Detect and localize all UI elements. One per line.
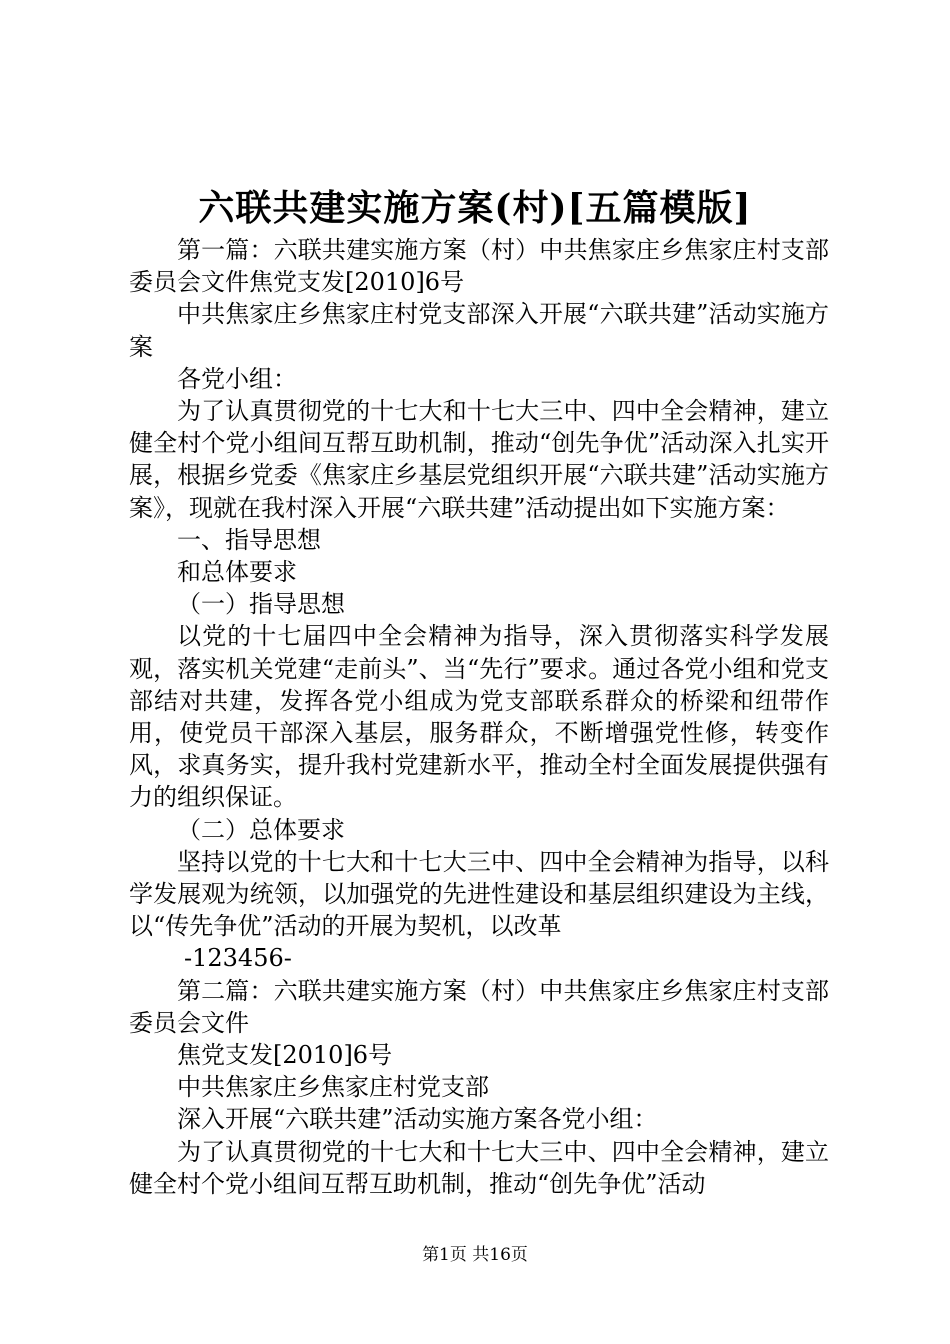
paragraph-issuer: 中共焦家庄乡焦家庄村党支部 bbox=[177, 1073, 489, 1102]
paragraph-section-one: 一、指导思想 bbox=[177, 525, 321, 554]
paragraph-section-one-cont: 和总体要求 bbox=[177, 558, 297, 587]
paragraph-subsection-requirements: （二）总体要求 bbox=[177, 815, 345, 844]
paragraph-page-marker: -123456- bbox=[184, 944, 292, 973]
paragraph-intro: 为了认真贯彻党的十七大和十七大三中、四中全会精神，建立健全村个党小组间互帮互助机制，推动“创先争优”活动深入扎实开展，根据乡党委《焦家庄乡基层党组织开展“六联共建”活动实施方案》，现就在我村深入开展“六联共建”活动提出如下实施方案： bbox=[129, 397, 829, 522]
paragraph-first-article-heading: 第一篇：六联共建实施方案（村）中共焦家庄乡焦家庄村支部委员会文件焦党支发[2010]6号 bbox=[129, 236, 829, 297]
paragraph-doc-number: 焦党支发[2010]6号 bbox=[177, 1041, 393, 1070]
paragraph-subsection-guiding: （一）指导思想 bbox=[177, 590, 345, 619]
document-body bbox=[129, 234, 829, 1200]
paragraph-plan-title: 中共焦家庄乡焦家庄村党支部深入开展“六联共建”活动实施方案 bbox=[129, 300, 829, 361]
paragraph-salutation: 各党小组： bbox=[177, 364, 297, 393]
paragraph-second-article-heading: 第二篇：六联共建实施方案（村）中共焦家庄乡焦家庄村支部委员会文件 bbox=[129, 976, 829, 1037]
page-number-footer: 第1页 共16页 bbox=[422, 1245, 528, 1265]
paragraph-plan-title-2: 深入开展“六联共建”活动实施方案各党小组： bbox=[177, 1105, 658, 1134]
document-title: 六联共建实施方案(村)[五篇模版] bbox=[198, 187, 752, 229]
paragraph-guiding-content: 以党的十七届四中全会精神为指导，深入贯彻落实科学发展观，落实机关党建“走前头”、当“先行”要求。通过各党小组和党支部结对共建，发挥各党小组成为党支部联系群众的桥梁和纽带作用，使党员干部深入基层，服务群众，不断增强党性修，转变作风，求真务实，提升我村党建新水平，推动全村全面发展提供强有力的组织保证。 bbox=[129, 622, 829, 812]
paragraph-intro-2: 为了认真贯彻党的十七大和十七大三中、四中全会精神，建立健全村个党小组间互帮互助机制，推动“创先争优”活动 bbox=[129, 1137, 829, 1198]
paragraph-requirements-content: 坚持以党的十七大和十七大三中、四中全会精神为指导，以科学发展观为统领，以加强党的先进性建设和基层组织建设为主线，以“传先争优”活动的开展为契机，以改革 bbox=[129, 847, 829, 941]
